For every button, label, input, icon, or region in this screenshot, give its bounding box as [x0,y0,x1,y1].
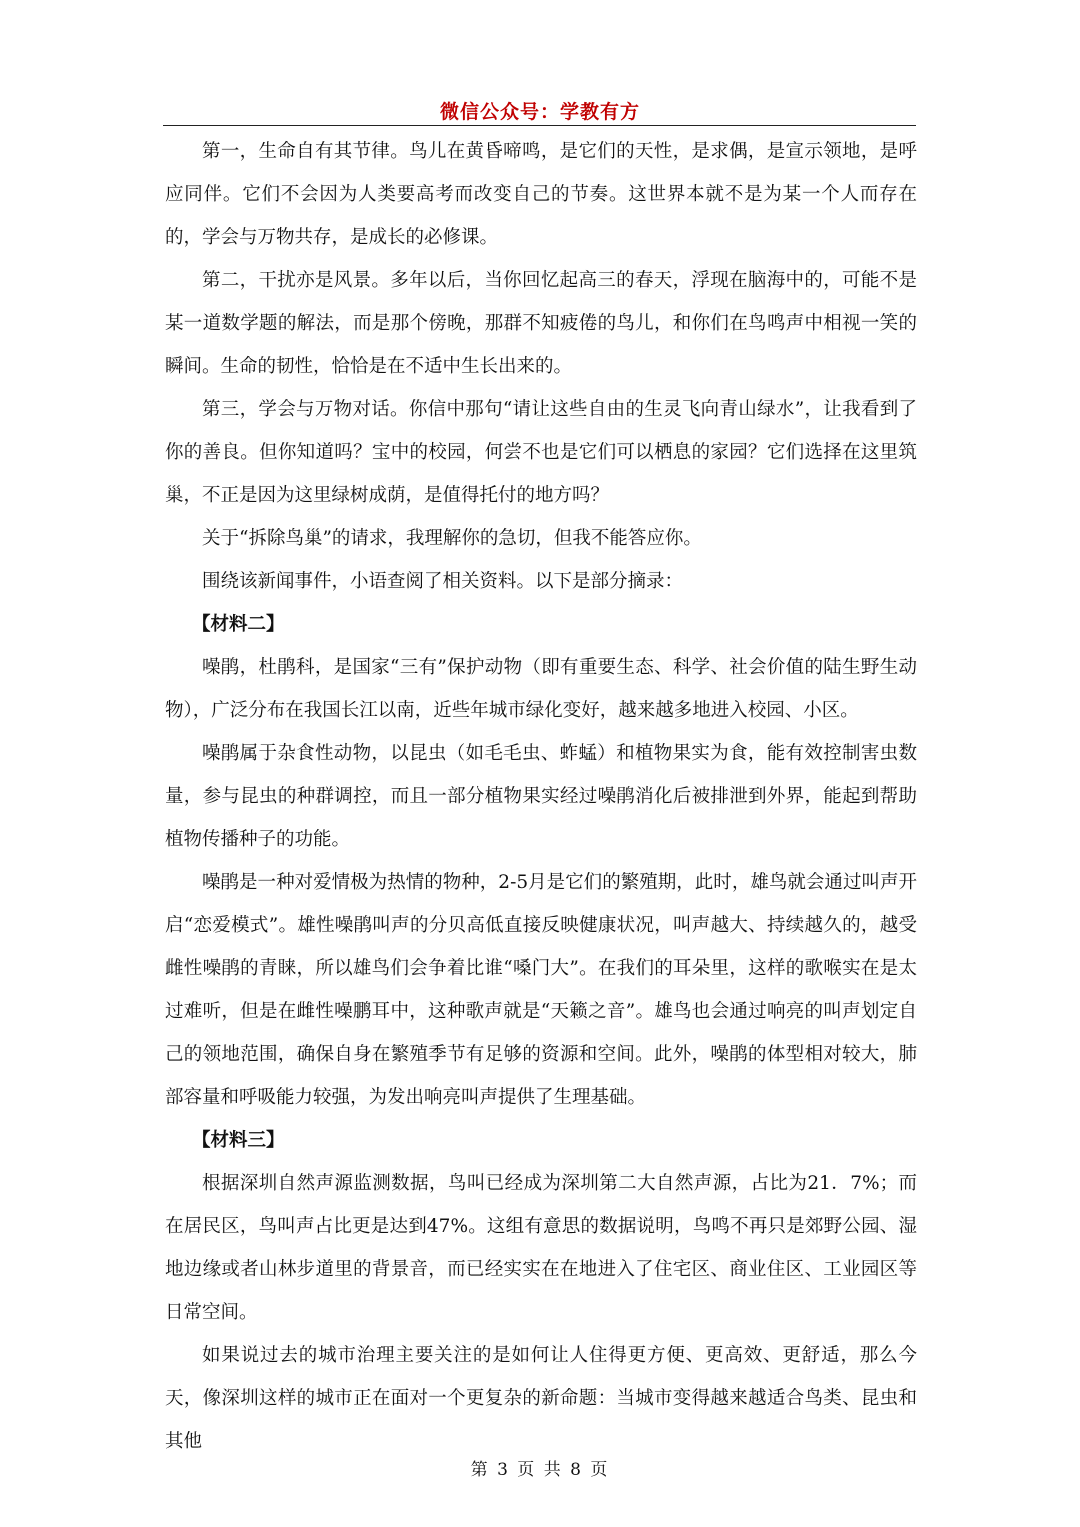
material3-title: 【材料三】 [192,1130,285,1151]
material2-paragraph-3: 噪鹃是一种对爱情极为热情的物种，2-5月是它们的繁殖期，此时，雄鸟就会通过叫声开启“恋爱模式”。雄性噪鹃叫声的分贝高低直接反映健康状况，叫声越大、持续越久的，越受雌性噪鹃的青睐，所以雄鸟们会争着比谁“嗓门大”。在我们的耳朵里，这样的歌喉实在是太过难听，但是在雌性噪鹏耳中，这种歌声就是“天籁之音”。雄鸟也会通过响亮的叫声划定自己的领地范围，确保自身在繁殖季节有足够的资源和空间。此外，噪鹃的体型相对较大，肺部容量和呼吸能力较强，为发出响亮叫声提供了生理基础。 [165,872,917,1108]
letter-paragraph-1: 第一，生命自有其节律。鸟儿在黄昏啼鸣，是它们的天性，是求偶，是宣示领地，是呼应同伴。它们不会因为人类要高考而改变自己的节奏。这世界本就不是为某一个人而存在的，学会与万物共存，是成长的必修课。 [165,141,917,248]
material2-title: 【材料二】 [192,614,285,635]
material3-paragraph-2: 如果说过去的城市治理主要关注的是如何让人住得更方便、更高效、更舒适，那么今天，像深圳这样的城市正在面对一个更复杂的新命题：当城市变得越来越适合鸟类、昆虫和其他 [165,1345,917,1452]
letter-paragraph-2: 第二，干扰亦是风景。多年以后，当你回忆起高三的春天，浮现在脑海中的，可能不是某一道数学题的解法，而是那个傍晚，那群不知疲倦的鸟儿，和你们在鸟鸣声中相视一笑的瞬间。生命的韧性，恰恰是在不适中生长出来的。 [165,270,917,377]
page-footer: 第 3 页 共 8 页 [470,1460,610,1480]
page-header: 微信公众号：学教有方 [439,101,640,123]
header-rule [163,125,916,126]
material3-paragraph-1: 根据深圳自然声源监测数据，鸟叫已经成为深圳第二大自然声源，占比为21．7%；而在居民区，鸟叫声占比更是达到47%。这组有意思的数据说明，鸟鸣不再只是郊野公园、湿地边缘或者山林步道里的背景音，而已经实实在在地进入了住宅区、商业住区、工业园区等日常空间。 [165,1173,917,1323]
letter-paragraph-4: 关于“拆除鸟巢”的请求，我理解你的急切，但我不能答应你。 [202,528,702,549]
material2-paragraph-2: 噪鹃属于杂食性动物，以昆虫（如毛毛虫、蚱蜢）和植物果实为食，能有效控制害虫数量，参与昆虫的种群调控，而且一部分植物果实经过噪鹃消化后被排泄到外界，能起到帮助植物传播种子的功能。 [165,743,917,850]
material2-paragraph-1: 噪鹃，杜鹃科，是国家“三有”保护动物（即有重要生态、科学、社会价值的陆生野生动物），广泛分布在我国长江以南，近些年城市绿化变好，越来越多地进入校园、小区。 [165,657,917,721]
intro-paragraph: 围绕该新闻事件，小语查阅了相关资料。以下是部分摘录： [202,571,684,592]
letter-paragraph-3: 第三，学会与万物对话。你信中那句“请让这些自由的生灵飞向青山绿水”，让我看到了你的善良。但你知道吗？宝中的校园，何尝不也是它们可以栖息的家园？它们选择在这里筑巢，不正是因为这里绿树成荫，是值得托付的地方吗？ [165,399,917,506]
page-content [165,130,917,1463]
